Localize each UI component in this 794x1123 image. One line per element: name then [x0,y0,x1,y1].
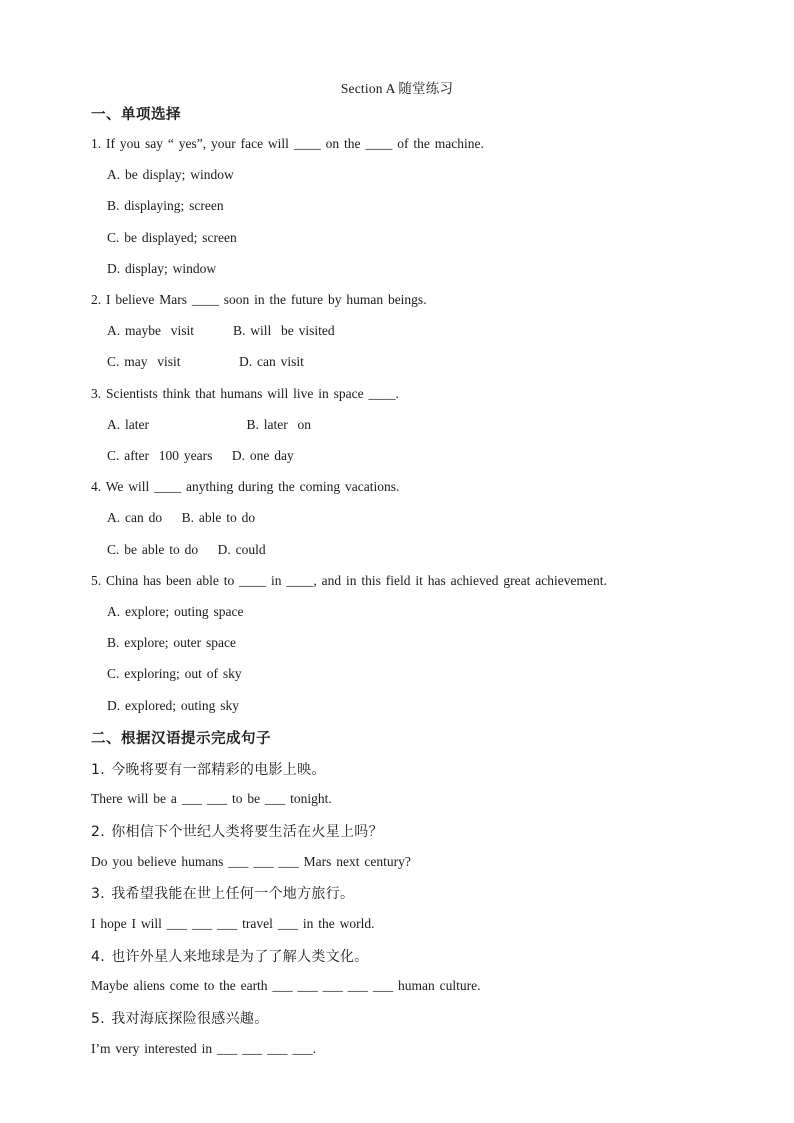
question-4-options-cd: C. be able to do D. could [107,542,266,557]
question-3-stem: 3. Scientists think that humans will live in space ____. [91,386,399,401]
question-5-stem: 5. China has been able to ____ in ____, and in this field it has achieved great achievement. [91,573,607,588]
question-2-options-cd: C. may visit D. can visit [107,354,304,369]
question-1-option-a: A. be display; window [107,167,234,182]
question-2-options-ab: A. maybe visit B. will be visited [107,323,335,338]
question-3-options-ab: A. later B. later on [107,417,311,432]
question-1-option-c: C. be displayed; screen [107,230,237,245]
prompt-3-english: I hope I will ___ ___ ___ travel ___ in the world. [91,916,375,931]
prompt-3-chinese: 3. 我希望我能在世上任何一个地方旅行。 [91,886,355,902]
prompt-2-chinese: 2. 你相信下个世纪人类将要生活在火星上吗？ [91,824,383,840]
question-5-option-a: A. explore; outing space [107,604,244,619]
question-5-option-c: C. exploring; out of sky [107,666,242,681]
question-4-stem: 4. We will ____ anything during the coming vacations. [91,479,400,494]
prompt-2-english: Do you believe humans ___ ___ ___ Mars next century? [91,854,411,869]
question-1-option-b: B. displaying; screen [107,198,224,213]
prompt-1-english: There will be a ___ ___ to be ___ tonight. [91,791,332,806]
prompt-4-chinese: 4. 也许外星人来地球是为了了解人类文化。 [91,949,369,965]
question-4-options-ab: A. can do B. able to do [107,510,256,525]
question-3-options-cd: C. after 100 years D. one day [107,448,294,463]
section-heading-complete-sentences: 二、根据汉语提示完成句子 [91,731,271,747]
question-5-option-d: D. explored; outing sky [107,698,239,713]
question-1-option-d: D. display; window [107,261,217,276]
question-5-option-b: B. explore; outer space [107,635,236,650]
prompt-4-english: Maybe aliens come to the earth ___ ___ ___ ___ ___ human culture. [91,978,481,993]
prompt-5-english: I’m very interested in ___ ___ ___ ___. [91,1041,316,1056]
prompt-1-chinese: 1. 今晚将要有一部精彩的电影上映。 [91,762,326,778]
section-heading-multiple-choice: 一、单项选择 [91,107,181,123]
prompt-5-chinese: 5. 我对海底探险很感兴趣。 [91,1011,269,1027]
question-1-stem: 1. If you say “ yes”, your face will ____ on the ____ of the machine. [91,136,484,151]
question-2-stem: 2. I believe Mars ____ soon in the future by human beings. [91,292,427,307]
page-title: Section A 随堂练习 [340,81,454,96]
